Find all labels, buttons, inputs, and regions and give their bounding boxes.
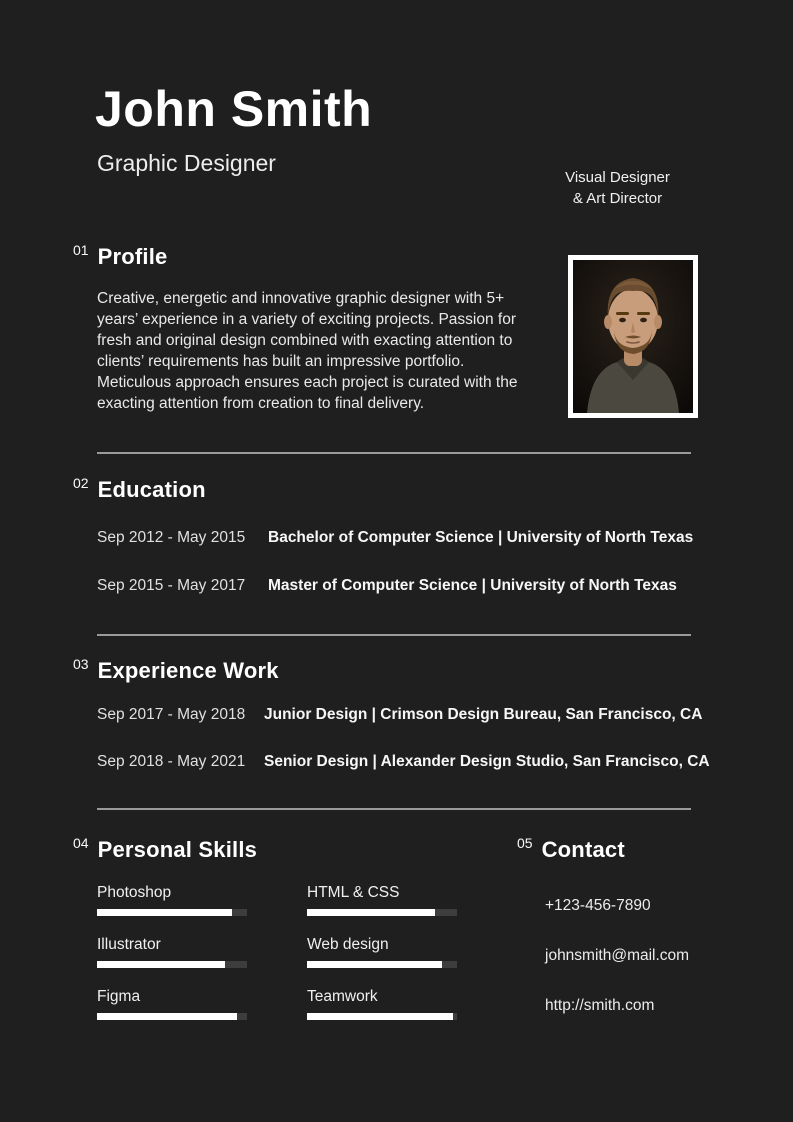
skill-label: Teamwork [307, 988, 378, 1005]
skill-bar-fill [307, 961, 442, 968]
experience-section-heading [73, 658, 279, 684]
section-divider [97, 452, 691, 454]
education-dates: Sep 2012 - May 2015 [97, 529, 246, 546]
skill-bar-fill [97, 909, 232, 916]
skill-bar [307, 1013, 457, 1020]
experience-detail: Junior Design | Crimson Design Bureau, San Francisco, CA [264, 706, 703, 723]
profile-photo [568, 255, 698, 418]
section-title: Contact [541, 837, 625, 862]
portrait-illustration [573, 260, 693, 413]
education-detail: Master of Computer Science | University of North Texas [268, 577, 677, 594]
education-detail: Bachelor of Computer Science | University of North Texas [268, 529, 694, 546]
section-title: Education [97, 477, 206, 502]
skill-bar [307, 961, 457, 968]
section-number: 02 [73, 475, 89, 491]
section-number: 05 [517, 835, 533, 851]
contact-website: http://smith.com [545, 997, 655, 1014]
skill-label: Photoshop [97, 884, 172, 901]
skill-label: Illustrator [97, 936, 161, 953]
contact-section-heading [517, 837, 625, 863]
experience-detail: Senior Design | Alexander Design Studio, San Francisco, CA [264, 753, 710, 770]
tagline-line1: Visual Designer [565, 169, 670, 186]
tagline [540, 167, 695, 209]
education-entry [97, 577, 677, 595]
section-title: Profile [97, 244, 168, 269]
education-dates: Sep 2015 - May 2017 [97, 577, 246, 594]
profile-section-heading [73, 244, 167, 270]
skill-label: Figma [97, 988, 141, 1005]
skill-bar-fill [97, 1013, 237, 1020]
skill-bar [97, 909, 247, 916]
section-number: 01 [73, 242, 89, 258]
skill-label: Web design [307, 936, 389, 953]
contact-email: johnsmith@mail.com [545, 947, 690, 964]
experience-entry [97, 753, 710, 771]
person-name: John Smith [95, 81, 373, 137]
profile-text: Creative, energetic and innovative graphic designer with 5+ years’ experience in a variety of exciting projects. Passion for fresh and original design combined with exacting attention to clients’ requirements has built an impressive portfolio. Meticulous approach ensures each project is curated with the exacting attention from creation to final delivery. [97, 290, 518, 412]
section-divider [97, 808, 691, 810]
tagline-line2: & Art Director [572, 190, 663, 207]
skill-item [97, 936, 247, 968]
skill-item [97, 884, 247, 916]
skills-grid [97, 884, 457, 1020]
skill-item [307, 988, 457, 1020]
contact-phone: +123-456-7890 [545, 897, 651, 914]
skill-bar-fill [307, 1013, 453, 1020]
education-section-heading [73, 477, 206, 503]
education-entry [97, 529, 693, 547]
experience-dates: Sep 2017 - May 2018 [97, 706, 246, 723]
skill-item [307, 936, 457, 968]
skill-bar-fill [307, 909, 435, 916]
skill-bar [97, 1013, 247, 1020]
skill-item [97, 988, 247, 1020]
skills-section-heading [73, 837, 257, 863]
section-number: 04 [73, 835, 89, 851]
contact-list [545, 897, 689, 1015]
skill-item [307, 884, 457, 916]
experience-entry [97, 706, 702, 724]
skill-bar-fill [97, 961, 225, 968]
section-number: 03 [73, 656, 89, 672]
section-divider [97, 634, 691, 636]
person-role: Graphic Designer [97, 150, 276, 176]
experience-dates: Sep 2018 - May 2021 [97, 753, 246, 770]
section-title: Experience Work [97, 658, 279, 683]
skill-bar [307, 909, 457, 916]
section-title: Personal Skills [97, 837, 258, 862]
skill-bar [97, 961, 247, 968]
skill-label: HTML & CSS [307, 884, 400, 901]
